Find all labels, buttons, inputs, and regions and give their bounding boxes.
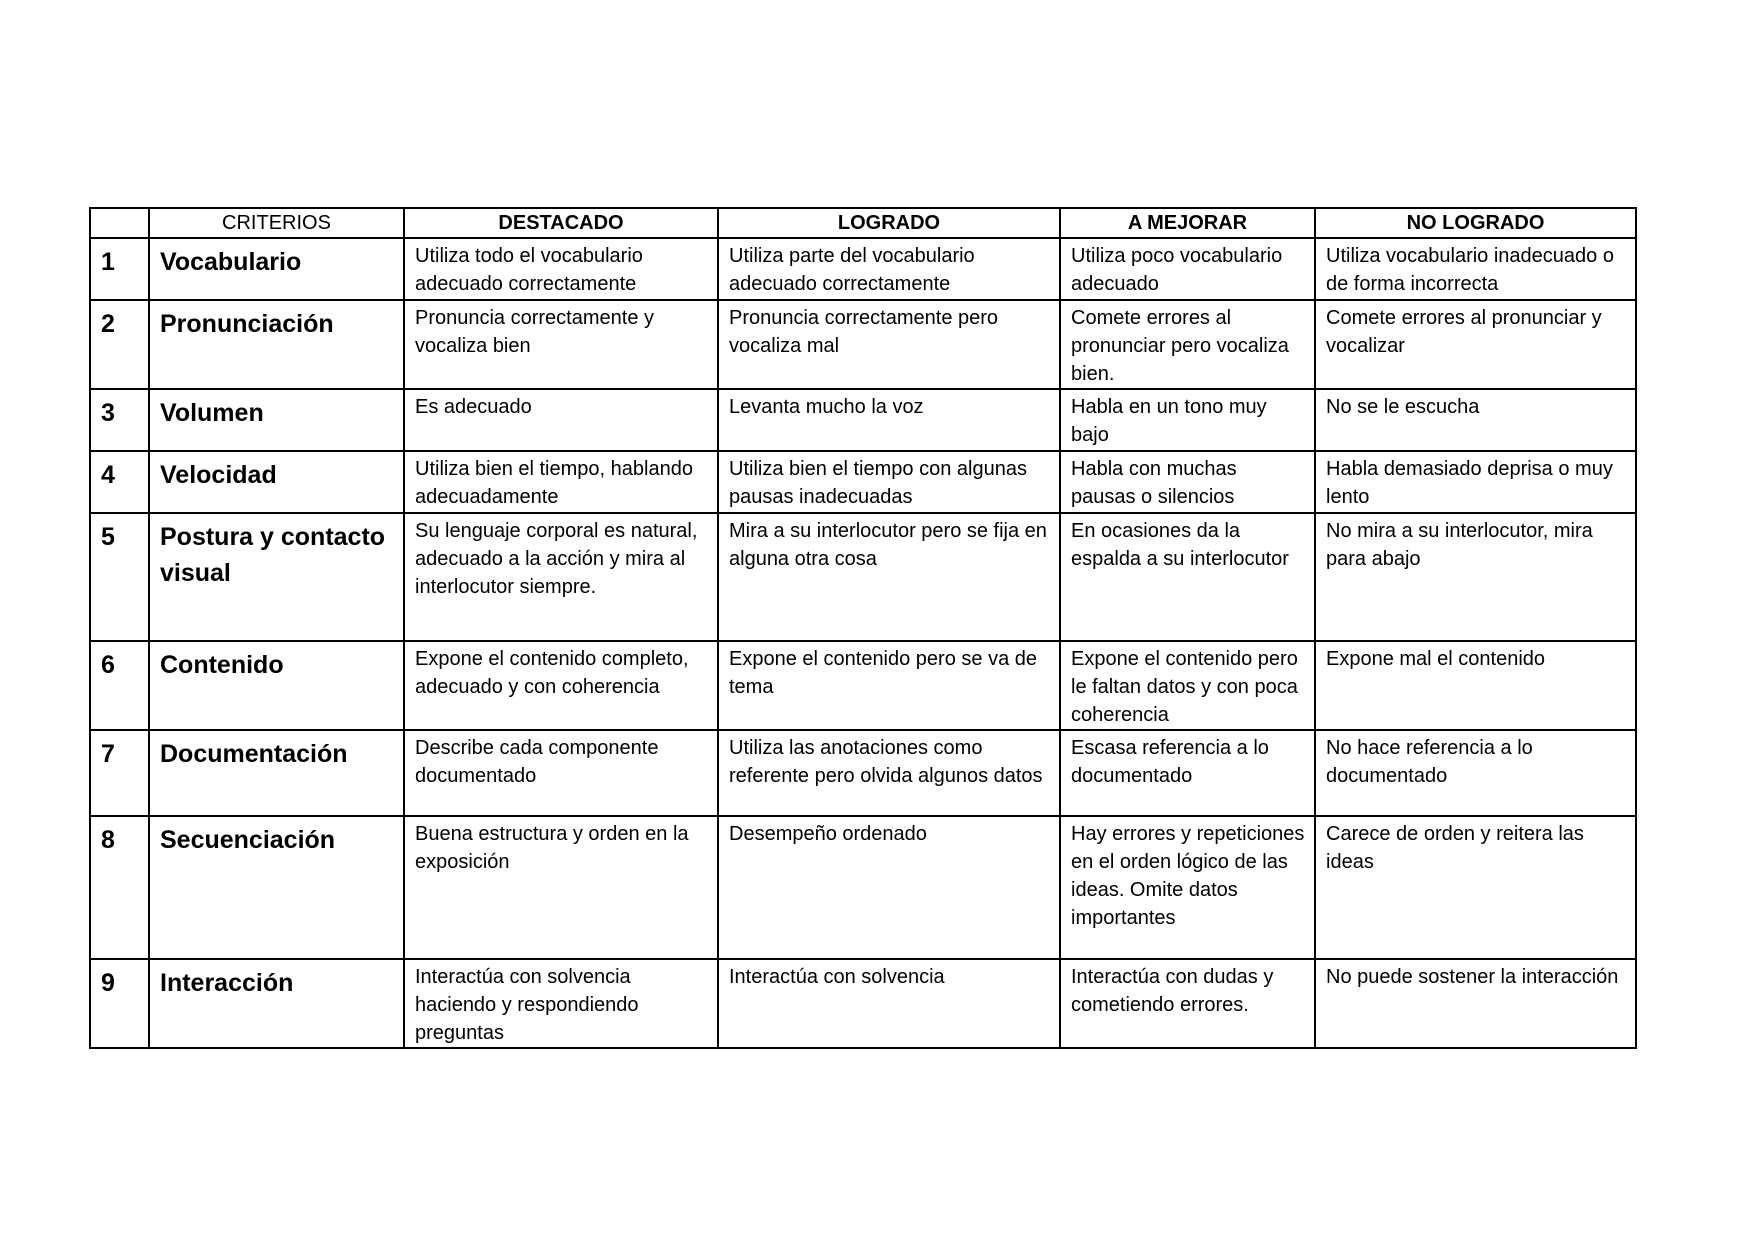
row-number: 3 xyxy=(90,389,149,451)
no-logrado-cell: Utiliza vocabulario inadecuado o de forma incorrecta xyxy=(1315,238,1636,300)
criterio-cell: Velocidad xyxy=(149,451,404,513)
criterio-cell: Contenido xyxy=(149,641,404,730)
criterio-cell: Postura y contacto visual xyxy=(149,513,404,641)
row-number: 8 xyxy=(90,816,149,959)
destacado-cell: Expone el contenido completo, adecuado y con coherencia xyxy=(404,641,718,730)
destacado-cell: Describe cada componente documentado xyxy=(404,730,718,816)
no-logrado-cell: Expone mal el contenido xyxy=(1315,641,1636,730)
a-mejorar-cell: Hay errores y repeticiones en el orden lógico de las ideas. Omite datos importantes xyxy=(1060,816,1315,959)
table-row xyxy=(90,238,1636,300)
a-mejorar-cell: Habla en un tono muy bajo xyxy=(1060,389,1315,451)
header-a-mejorar: A MEJORAR xyxy=(1060,208,1315,238)
table-row xyxy=(90,641,1636,730)
destacado-cell: Interactúa con solvencia haciendo y respondiendo preguntas xyxy=(404,959,718,1048)
row-number: 5 xyxy=(90,513,149,641)
table-row xyxy=(90,959,1636,1048)
destacado-cell: Su lenguaje corporal es natural, adecuado a la acción y mira al interlocutor siempre. xyxy=(404,513,718,641)
logrado-cell: Desempeño ordenado xyxy=(718,816,1060,959)
destacado-cell: Pronuncia correctamente y vocaliza bien xyxy=(404,300,718,389)
destacado-cell: Utiliza bien el tiempo, hablando adecuadamente xyxy=(404,451,718,513)
table-row xyxy=(90,389,1636,451)
logrado-cell: Utiliza parte del vocabulario adecuado correctamente xyxy=(718,238,1060,300)
header-destacado: DESTACADO xyxy=(404,208,718,238)
row-number: 2 xyxy=(90,300,149,389)
a-mejorar-cell: Utiliza poco vocabulario adecuado xyxy=(1060,238,1315,300)
a-mejorar-cell: Interactúa con dudas y cometiendo errores. xyxy=(1060,959,1315,1048)
no-logrado-cell: Comete errores al pronunciar y vocalizar xyxy=(1315,300,1636,389)
no-logrado-cell: No puede sostener la interacción xyxy=(1315,959,1636,1048)
header-logrado: LOGRADO xyxy=(718,208,1060,238)
no-logrado-cell: No se le escucha xyxy=(1315,389,1636,451)
table-row xyxy=(90,730,1636,816)
rubric-body xyxy=(90,238,1636,1048)
table-row xyxy=(90,451,1636,513)
logrado-cell: Levanta mucho la voz xyxy=(718,389,1060,451)
a-mejorar-cell: Habla con muchas pausas o silencios xyxy=(1060,451,1315,513)
logrado-cell: Interactúa con solvencia xyxy=(718,959,1060,1048)
criterio-cell: Pronunciación xyxy=(149,300,404,389)
table-row xyxy=(90,300,1636,389)
destacado-cell: Buena estructura y orden en la exposición xyxy=(404,816,718,959)
rubric-table xyxy=(89,207,1637,1049)
row-number: 6 xyxy=(90,641,149,730)
header-no-logrado: NO LOGRADO xyxy=(1315,208,1636,238)
row-number: 4 xyxy=(90,451,149,513)
no-logrado-cell: No mira a su interlocutor, mira para abajo xyxy=(1315,513,1636,641)
logrado-cell: Utiliza bien el tiempo con algunas pausas inadecuadas xyxy=(718,451,1060,513)
criterio-cell: Vocabulario xyxy=(149,238,404,300)
a-mejorar-cell: Comete errores al pronunciar pero vocaliza bien. xyxy=(1060,300,1315,389)
logrado-cell: Expone el contenido pero se va de tema xyxy=(718,641,1060,730)
row-number: 9 xyxy=(90,959,149,1048)
criterio-cell: Secuenciación xyxy=(149,816,404,959)
header-criterios: CRITERIOS xyxy=(149,208,404,238)
criterio-cell: Interacción xyxy=(149,959,404,1048)
a-mejorar-cell: Expone el contenido pero le faltan datos y con poca coherencia xyxy=(1060,641,1315,730)
logrado-cell: Mira a su interlocutor pero se fija en alguna otra cosa xyxy=(718,513,1060,641)
criterio-cell: Volumen xyxy=(149,389,404,451)
destacado-cell: Es adecuado xyxy=(404,389,718,451)
logrado-cell: Pronuncia correctamente pero vocaliza mal xyxy=(718,300,1060,389)
header-number xyxy=(90,208,149,238)
no-logrado-cell: Carece de orden y reitera las ideas xyxy=(1315,816,1636,959)
table-row xyxy=(90,816,1636,959)
row-number: 1 xyxy=(90,238,149,300)
row-number: 7 xyxy=(90,730,149,816)
no-logrado-cell: Habla demasiado deprisa o muy lento xyxy=(1315,451,1636,513)
rubric-header xyxy=(90,208,1636,238)
criterio-cell: Documentación xyxy=(149,730,404,816)
no-logrado-cell: No hace referencia a lo documentado xyxy=(1315,730,1636,816)
table-row xyxy=(90,513,1636,641)
header-row xyxy=(90,208,1636,238)
a-mejorar-cell: En ocasiones da la espalda a su interlocutor xyxy=(1060,513,1315,641)
logrado-cell: Utiliza las anotaciones como referente pero olvida algunos datos xyxy=(718,730,1060,816)
destacado-cell: Utiliza todo el vocabulario adecuado correctamente xyxy=(404,238,718,300)
a-mejorar-cell: Escasa referencia a lo documentado xyxy=(1060,730,1315,816)
